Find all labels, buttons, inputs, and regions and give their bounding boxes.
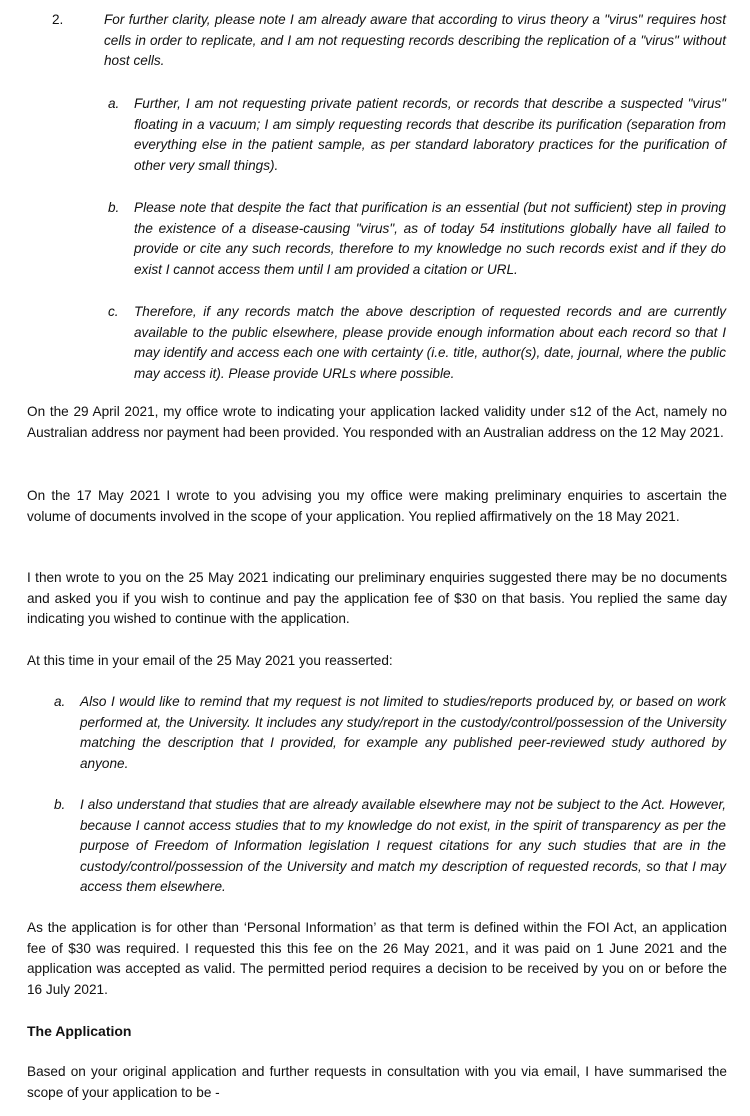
- item-2c-label: c.: [108, 304, 119, 319]
- item-2a-label: a.: [108, 96, 120, 111]
- item-2b-label: b.: [108, 200, 120, 215]
- item-2b-text: Please note that despite the fact that purification is an essential (but not sufficient) step in proving the existence of a disease-causing "virus", as of today 54 institutions globally have all failed to provide or cite any such records, therefore to my knowledge no such records exist and if they do exist I cannot access them until I am provided a citation or URL.: [134, 200, 726, 277]
- item-2-number: 2.: [52, 12, 64, 27]
- reasserted-a-label: a.: [54, 694, 66, 709]
- paragraph-25-may: I then wrote to you on the 25 May 2021 indicating our preliminary enquiries suggested there may be no documents and asked you if you wish to continue and pay the application fee of $30 on that basis. You replied the same day indicating you wished to continue with the application.: [27, 570, 727, 627]
- reasserted-a-text: Also I would like to remind that my request is not limited to studies/reports produced by, or based on work performed at, the University. It includes any study/report in the custody/control/possession of the University matching the description that I provided, for example any published peer-reviewed study authored by anyone.: [80, 694, 726, 771]
- item-2a-text: Further, I am not requesting private patient records, or records that describe a suspected "virus" floating in a vacuum; I am simply requesting records that describe its purification (separation from everything else in the patient sample, as per standard laboratory practices for the purification of other very small things).: [134, 96, 726, 173]
- paragraph-29-april: On the 29 April 2021, my office wrote to indicating your application lacked validity under s12 of the Act, namely no Australian address nor payment had been provided. You responded with an Australian address on the 12 May 2021.: [27, 404, 727, 440]
- item-2-text: For further clarity, please note I am already aware that according to virus theory a "virus" requires host cells in order to replicate, and I am not requesting records describing the replication of a "virus" without host cells.: [104, 12, 726, 69]
- paragraph-17-may: On the 17 May 2021 I wrote to you advising you my office were making preliminary enquiries to ascertain the volume of documents involved in the scope of your application. You replied affirmatively on the 18 May 2021.: [27, 488, 727, 524]
- section-heading: The Application: [27, 1023, 132, 1039]
- fee-paragraph: As the application is for other than ‘Personal Information’ as that term is defined within the FOI Act, an application fee of $30 was required. I requested this this fee on the 26 May 2021, and it was paid on 1 June 2021 and the application was accepted as valid. The permitted period requires a decision to be received by you on or before the 16 July 2021.: [27, 920, 727, 997]
- reasserted-b-text: I also understand that studies that are already available elsewhere may not be subject to the Act. However, because I cannot access studies that to my knowledge do not exist, in the spirit of transparency as per the purpose of Freedom of Information legislation I request citations for any such studies that are in the custody/control/possession of the University and match my description of requested records, so that I may access them elsewhere.: [80, 797, 726, 895]
- closing-paragraph: Based on your original application and further requests in consultation with you via email, I have summarised the scope of your application to be -: [27, 1064, 727, 1100]
- paragraph-reasserted-intro: At this time in your email of the 25 May 2021 you reasserted:: [27, 653, 393, 668]
- reasserted-b-label: b.: [54, 797, 66, 812]
- item-2c-text: Therefore, if any records match the above description of requested records and are currently available to the public elsewhere, please provide enough information about each record so that I may identify and access each one with certainty (i.e. title, author(s), date, journal, where the public may access it). Please provide URLs where possible.: [134, 304, 726, 381]
